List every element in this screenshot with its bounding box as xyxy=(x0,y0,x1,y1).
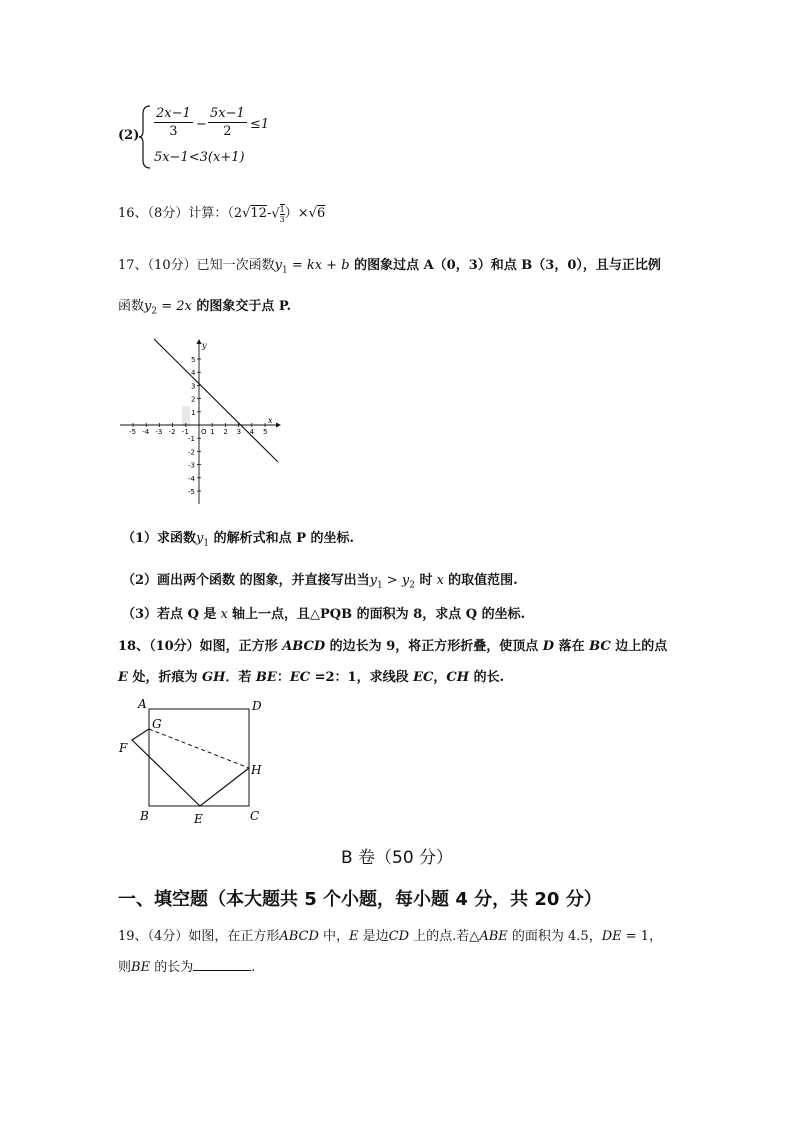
y-tick-label: 5 xyxy=(191,356,196,364)
label-d: D xyxy=(252,699,262,713)
y-arrow-icon xyxy=(197,339,202,344)
answer-blank[interactable] xyxy=(193,958,251,971)
question-19-line2: 则BE 的长为 . xyxy=(118,960,256,975)
y-tick-label: -4 xyxy=(188,474,195,483)
coordinate-graph xyxy=(116,336,286,506)
label-h: H xyxy=(251,763,262,777)
label-e: E xyxy=(194,812,203,826)
q17-part3: （3）若点 Q 是 x 轴上一点，且△PQB 的面积为 8，求点 Q 的坐标. xyxy=(122,607,526,622)
question-18-line1: 18、（10分）如图，正方形 ABCD 的边长为 9，将正方形折叠，使顶点 D 落在 BC 边上的点 xyxy=(118,639,668,654)
origin-label: O xyxy=(201,428,207,436)
x-tick-label: 2 xyxy=(223,428,228,436)
question-18-line2: E 处，折痕为 GH．若 BE：EC =2：1，求线段 EC，CH 的长. xyxy=(118,670,505,685)
folded-edges xyxy=(132,729,249,806)
question-19-line1: 19、（4分）如图，在正方形ABCD 中，E 是边CD 上的点.若△ABE 的面积为 4.5，DE = 1， xyxy=(118,929,663,944)
y-tick-label: 2 xyxy=(191,395,196,404)
sqrt-6: √6 xyxy=(308,206,326,221)
y-tick-label: 1 xyxy=(191,408,196,417)
x-tick-label: -3 xyxy=(155,428,163,436)
inequality-2: 5x−1<3(x+1) xyxy=(154,150,245,165)
x-tick-label: -2 xyxy=(168,428,176,436)
label-b: B xyxy=(140,809,149,823)
y-tick-label: 4 xyxy=(191,369,196,378)
label-c: C xyxy=(250,809,260,823)
question-17-line2: 函数$y_2 = 2x$ 的图象交于点 P. xyxy=(118,299,292,317)
x-tick-label: -4 xyxy=(142,428,150,436)
system-label: (2) xyxy=(118,128,140,143)
section-b-title: B 卷（50 分） xyxy=(340,848,454,868)
sqrt-frac: √ $\frac{1}{3}$ xyxy=(271,204,285,224)
question-16 xyxy=(118,202,325,224)
label-a: A xyxy=(138,697,147,711)
x-tick-label: 1 xyxy=(210,428,215,436)
y-tick-label: -5 xyxy=(188,488,195,496)
label-f: F xyxy=(119,741,128,755)
y-tick-label: -3 xyxy=(188,461,195,470)
fraction-2: $\frac{5x-1}{2}$ xyxy=(210,106,245,139)
y-tick-label: 3 xyxy=(191,382,196,391)
brace-icon xyxy=(138,104,152,170)
x-tick-label: 5 xyxy=(263,428,268,436)
x-arrow-icon xyxy=(276,423,281,428)
x-axis-label: x xyxy=(268,416,273,425)
sqrt-12: √12 xyxy=(242,206,267,221)
x-tick-label: 4 xyxy=(249,428,255,436)
crease-gh xyxy=(149,729,249,768)
q16-suffix: ）× xyxy=(284,206,309,221)
minus-sign: − xyxy=(196,117,207,132)
square-fold-figure xyxy=(116,696,276,830)
fill-in-heading: 一、填空题（本大题共 5 个小题，每小题 4 分，共 20 分） xyxy=(118,889,602,910)
y-tick-label: -1 xyxy=(188,435,195,444)
q16-minus: - xyxy=(266,206,272,221)
line-y1 xyxy=(154,339,278,462)
question-17-line1: 17、（10分）已知一次函数$y_1$ = kx + b 的图象过点 A（0，3）和点 B（3，0），且与正比例 xyxy=(118,258,661,276)
q17-part1: （1）求函数$y_1$ 的解析式和点 P 的坐标. xyxy=(122,531,355,549)
ineq-rhs: ≤1 xyxy=(250,117,270,132)
q16-prefix: 16、（8分）计算：（2 xyxy=(118,206,243,221)
q17-part2: （2）画出两个函数 的图象，并直接写出当$y_1 > y_2$ 时 x 的取值范围. xyxy=(122,573,518,591)
y-axis-label: y xyxy=(202,341,207,350)
square-abcd xyxy=(149,709,249,806)
label-g: G xyxy=(152,717,162,731)
x-tick-label: -5 xyxy=(129,428,136,436)
x-tick-label: 3 xyxy=(236,428,242,436)
fraction-1: $\frac{2x-1}{3}$ xyxy=(156,106,191,139)
x-tick-label: -1 xyxy=(181,428,189,436)
y-tick-label: -2 xyxy=(188,448,195,457)
